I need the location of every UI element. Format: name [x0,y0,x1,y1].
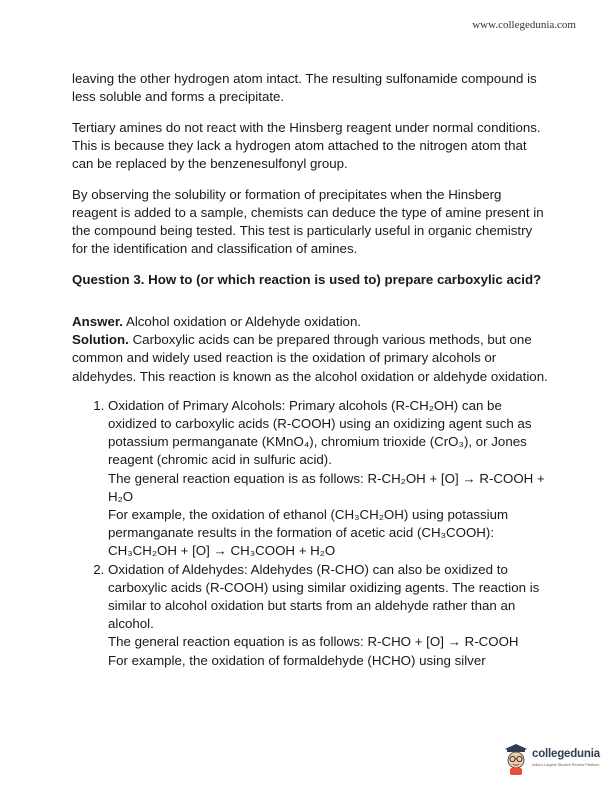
step-equation: The general reaction equation is as follows: R-CH₂OH + [O] → R-COOH + H₂O [108,470,545,504]
paragraph-tertiary-amines: Tertiary amines do not react with the Hinsberg reagent under normal conditions. This is because they lack a hydrogen atom attached to the nitrogen atom that can be replaced by the benzenesulfonyl group. [72,119,541,172]
logo-wordmark: collegedunia [532,748,600,760]
logo-tagline: India's Largest Student Review Platform [532,763,600,767]
preparation-steps-list [72,397,550,670]
step-example: For example, the oxidation of formaldehyde (HCHO) using silver [108,652,486,668]
solution-label: Solution. [72,332,129,348]
collegedunia-logo[interactable] [504,744,604,778]
site-url[interactable]: www.collegedunia.com [472,19,576,31]
paragraph-hinsberg-test: By observing the solubility or formation of precipitates when the Hinsberg reagent is added to a sample, chemists can deduce the type of amine present in the compound being tested. This test is particularly useful in organic chemistry for the identification and classification of amines. [72,186,544,257]
list-item [108,397,550,561]
step-intro: 1. Oxidation of Primary Alcohols: Primary alcohols (R-CH₂OH) can be oxidized to carboxylic acids (R-COOH) using an oxidizing agent such as potassium permanganate (KMnO₄), chromium trioxide (CrO₃), or Jones reagent (chromic acid in sulfuric acid). [108,397,532,468]
solution-text: Carboxylic acids can be prepared through various methods, but one common and widely used reaction is the oxidation of primary alcohols or aldehydes. This reaction is known as the alcohol oxidation or aldehyde oxidation. [72,332,548,384]
step-intro: 2. Oxidation of Aldehydes: Aldehydes (R-CHO) can also be oxidized to carboxylic acids (R-COOH) using similar oxidizing agents. The reaction is similar to alcohol oxidation but starts from an aldehyde rather than an alcohol. [108,561,540,632]
list-item [108,561,550,670]
step-example: For example, the oxidation of ethanol (CH₃CH₂OH) using potassium permanganate results in the formation of acetic acid (CH₃COOH): CH₃CH₂OH + [O] → CH₃COOH + H₂O [108,506,509,559]
answer-line [72,313,550,331]
answer-text: Alcohol oxidation or Aldehyde oxidation. [123,313,362,329]
question-heading: Question 3. How to (or which reaction is used to) prepare carboxylic acid? [72,271,542,287]
solution-paragraph [72,331,550,386]
document-body [72,70,550,670]
mascot-icon [504,744,530,776]
paragraph-sulfonamide: leaving the other hydrogen atom intact. The resulting sulfonamide compound is less soluble and forms a precipitate. [72,71,537,105]
step-equation: The general reaction equation is as follows: R-CHO + [O] → R-COOH [108,634,519,650]
answer-label: Answer. [72,313,123,329]
